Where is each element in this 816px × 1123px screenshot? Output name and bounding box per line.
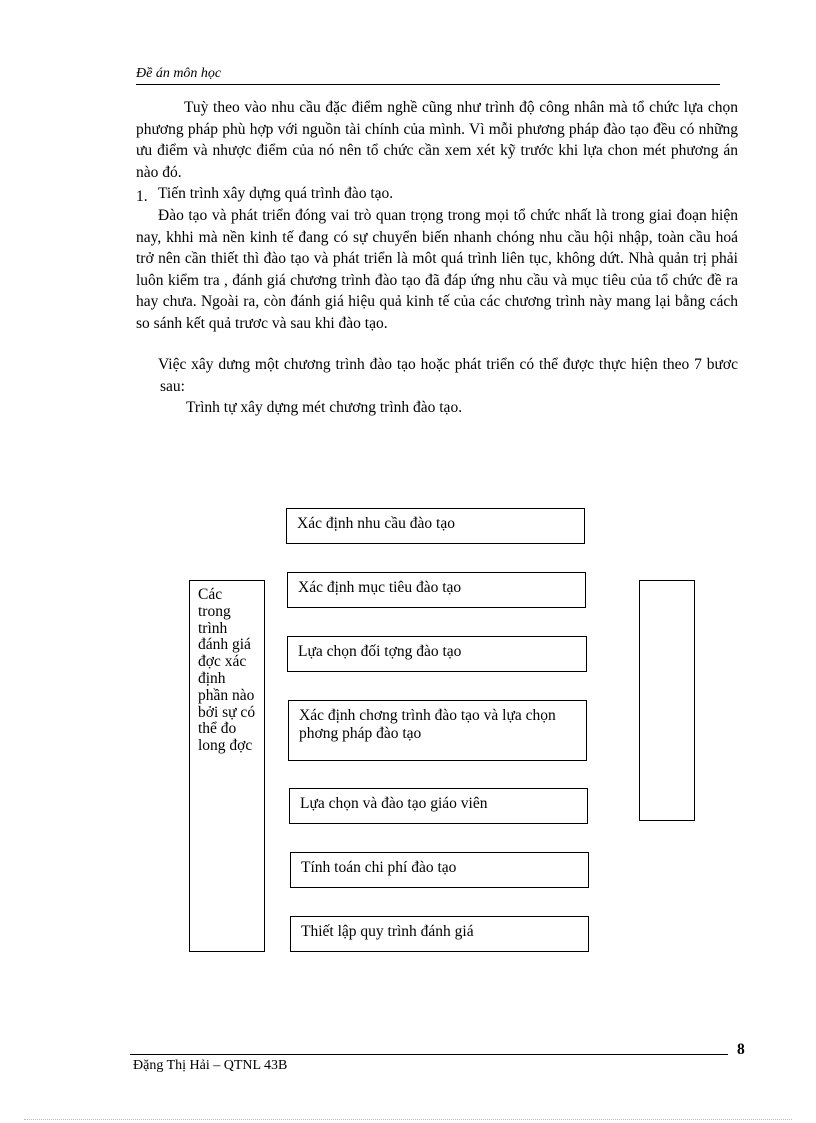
footer-rule xyxy=(130,1054,728,1055)
header-title: Đề án môn học xyxy=(136,66,222,81)
paragraph-4: Trình tự xây dựng mét chương trình đào tạo. xyxy=(186,399,463,416)
step-box-4: Xác định chơng trình đào tạo và lựa chọn phơng pháp đào tạo xyxy=(288,700,587,761)
section-number: 1. xyxy=(136,188,148,205)
feedback-box xyxy=(639,580,695,821)
footer-author: Đặng Thị Hải – QTNL 43B xyxy=(133,1058,288,1073)
step-box-7: Thiết lập quy trình đánh giá xyxy=(290,916,589,952)
step-box-6: Tính toán chi phí đào tạo xyxy=(290,852,589,888)
step-box-5: Lựa chọn và đào tạo giáo viên xyxy=(289,788,588,824)
evaluation-note-box: Các trong trình đánh giá đợc xác định phần nào bởi sự có thể đo long đợc xyxy=(189,580,265,952)
section-heading-text: Tiến trình xây dựng quá trình đào tạo. xyxy=(158,185,394,202)
paragraph-2: Đào tạo và phát triển đóng vai trò quan trọng trong mọi tổ chức nhất là trong giai đoạn hiện nay, khhi mà nền kinh tế đang có sự chuyển biến nhanh chóng nhu cầu hội nhập, toàn cầu hoá trở nên cần thiết thì đào tạo và phát triển là môt quá trình liên tục, không dứt. Nhà quản trị phải luôn kiểm tra , đánh giá chương trình đào tạo đã đáp ứng nhu cầu và mục tiêu của tổ chức đề ra hay chưa. Ngoài ra, còn đánh giá hiệu quả kinh tế của các chương trình này mang lại bằng cách so sánh kết quả trươc và sau khi đào tạo. xyxy=(136,207,738,332)
page-number: 8 xyxy=(737,1041,745,1058)
paragraph-3: Việc xây dưng một chương trình đào tạo hoặc phát triển có thể được thực hiện theo 7 bươc sau: xyxy=(158,356,738,395)
step-box-3: Lựa chọn đối tợng đào tạo xyxy=(287,636,587,672)
page-edge xyxy=(24,1119,792,1120)
paragraph-1: Tuỳ theo vào nhu cầu đặc điểm nghề cũng như trình độ công nhân mà tổ chức lựa chọn phương pháp phù hợp với nguồn tài chính của mình. Vì mỗi phương pháp đào tạo đều có những ưu điểm và nhược điểm của nó nên tổ chức cần xem xét kỹ trước khi lựa chon mét phương án nào đó. xyxy=(136,99,738,181)
step-box-1: Xác định nhu cầu đào tạo xyxy=(286,508,585,544)
section-heading xyxy=(136,183,393,205)
step-box-2: Xác định mục tiêu đào tạo xyxy=(287,572,586,608)
header-rule xyxy=(136,84,720,85)
